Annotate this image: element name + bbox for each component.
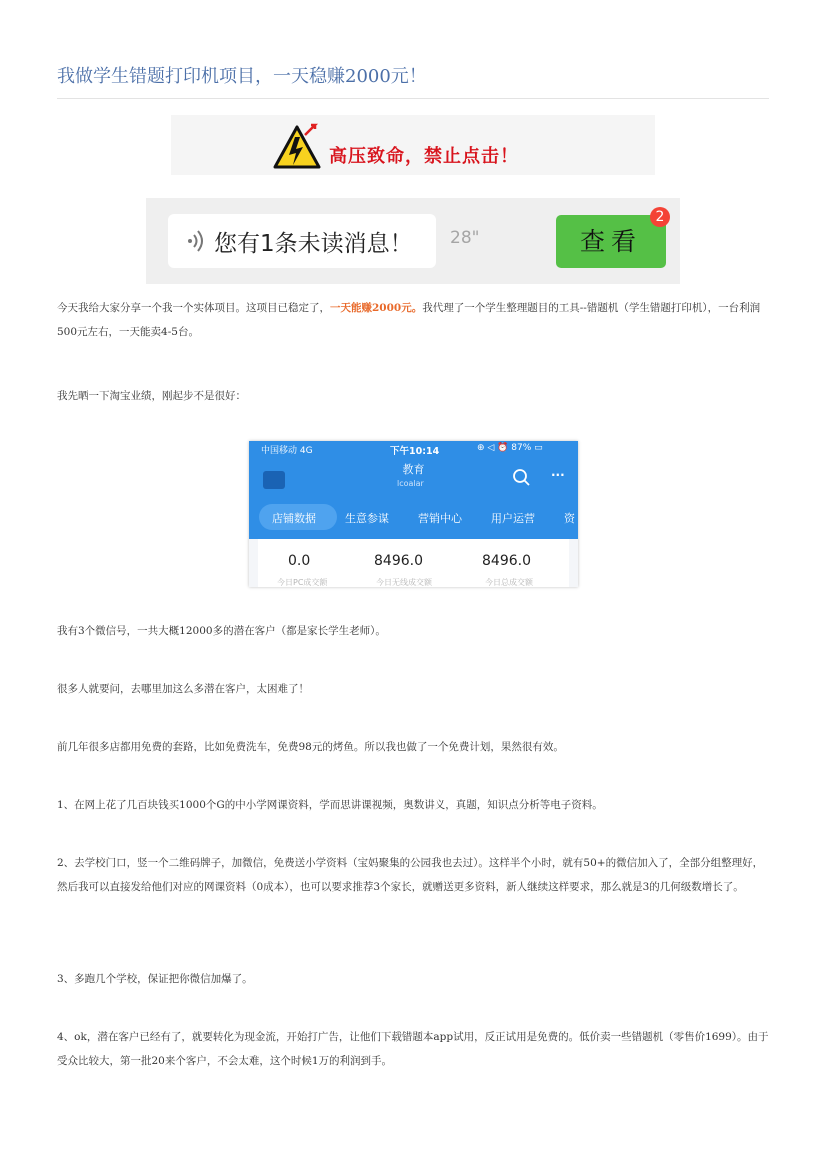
tab-marketing[interactable]: 营销中心 (418, 512, 462, 525)
tab-more[interactable]: 资 (564, 512, 575, 525)
notification-badge: 2 (650, 207, 670, 227)
high-voltage-warning-icon (271, 121, 323, 171)
search-icon[interactable] (511, 467, 533, 489)
stat-pc-value: 0.0 (288, 553, 311, 569)
voice-wave-icon (184, 228, 208, 254)
warning-text: 高压致命，禁止点击！ (329, 146, 519, 167)
paragraph-taobao: 我先晒一下淘宝业绩，刚起步不是很好： (57, 390, 246, 402)
stat-pc-label: 今日PC成交额 (277, 578, 328, 587)
stat-wireless-label: 今日无线成交额 (376, 578, 432, 587)
shop-name: 教育 (402, 463, 425, 476)
phone-header (249, 441, 578, 539)
tab-business-advisor[interactable]: 生意参谋 (345, 512, 389, 525)
stat-total-value: 8496.0 (482, 553, 531, 569)
voice-duration: 28" (450, 228, 480, 248)
paragraph-step-4: 4、ok，潜在客户已经有了，就要转化为现金流，开始打广告，让他们下载错题本app试用，反正试用是免费的。低价卖一些错题机（零售价1699）。由于受众比较大，第一批20来个客户，不会太难，这个时候1万的利润到手。 (57, 1031, 769, 1067)
taobao-sales-screenshot (249, 441, 578, 587)
tab-user-ops[interactable]: 用户运营 (491, 512, 535, 525)
paragraph-question: 很多人就要问，去哪里加这么多潜在客户，太困难了！ (57, 683, 309, 695)
status-battery: ⊕ ◁ ⏰ 87% ▭ (477, 443, 543, 453)
income-highlight: 一天能赚2000元。 (330, 302, 423, 314)
status-carrier: 中国移动 4G (261, 446, 313, 456)
paragraph-wechat: 我有3个微信号，一共大概12000多的潜在客户（都是家长学生老师）。 (57, 625, 386, 637)
paragraph-step-2: 2、去学校门口，竖一个二维码牌子，加微信，免费送小学资料（宝妈聚集的公园我也去过）。这样半个小时，就有50+的微信加入了，全部分组整理好，然后我可以直接发给他们对应的网课资料（0成本），也可以要求推荐3个家长，就赠送更多资料，新人继续这样要求，那么就是3的几何级数增长了。 (57, 857, 764, 893)
paragraph-free-plan: 前几年很多店都用免费的套路，比如免费洗车，免费98元的烤鱼。所以我也做了一个免费计划，果然很有效。 (57, 741, 564, 753)
status-time: 下午10:14 (390, 446, 440, 457)
shop-subtitle: lcoalar (397, 479, 424, 488)
unread-message-text: 您有1条未读消息！ (214, 231, 413, 257)
unread-message-banner[interactable] (146, 198, 680, 284)
tab-shop-data[interactable]: 店铺数据 (272, 512, 316, 525)
paragraph-step-3: 3、多跑几个学校，保证把你微信加爆了。 (57, 973, 253, 985)
warning-banner[interactable] (171, 115, 655, 175)
more-icon[interactable]: ··· (551, 468, 565, 482)
paragraph-step-1: 1、在网上花了几百块钱买1000个G的中小学网课资料，学而思讲课视频，奥数讲义，真题，知识点分析等电子资料。 (57, 799, 603, 811)
stat-total-label: 今日总成交额 (485, 578, 533, 587)
article-title: 我做学生错题打印机项目，一天稳赚2000元！ (57, 66, 427, 87)
title-divider (57, 98, 769, 99)
view-button[interactable]: 查看 (556, 215, 666, 268)
voice-message-bubble[interactable] (168, 214, 436, 268)
stat-wireless-value: 8496.0 (374, 553, 423, 569)
paragraph-intro: 今天我给大家分享一个我一个实体项目。这项目已稳定了，一天能赚2000元。我代理了一个学生整理题目的工具--错题机（学生错题打印机），一台利润500元左右，一天能卖4-5台。 (57, 302, 761, 338)
